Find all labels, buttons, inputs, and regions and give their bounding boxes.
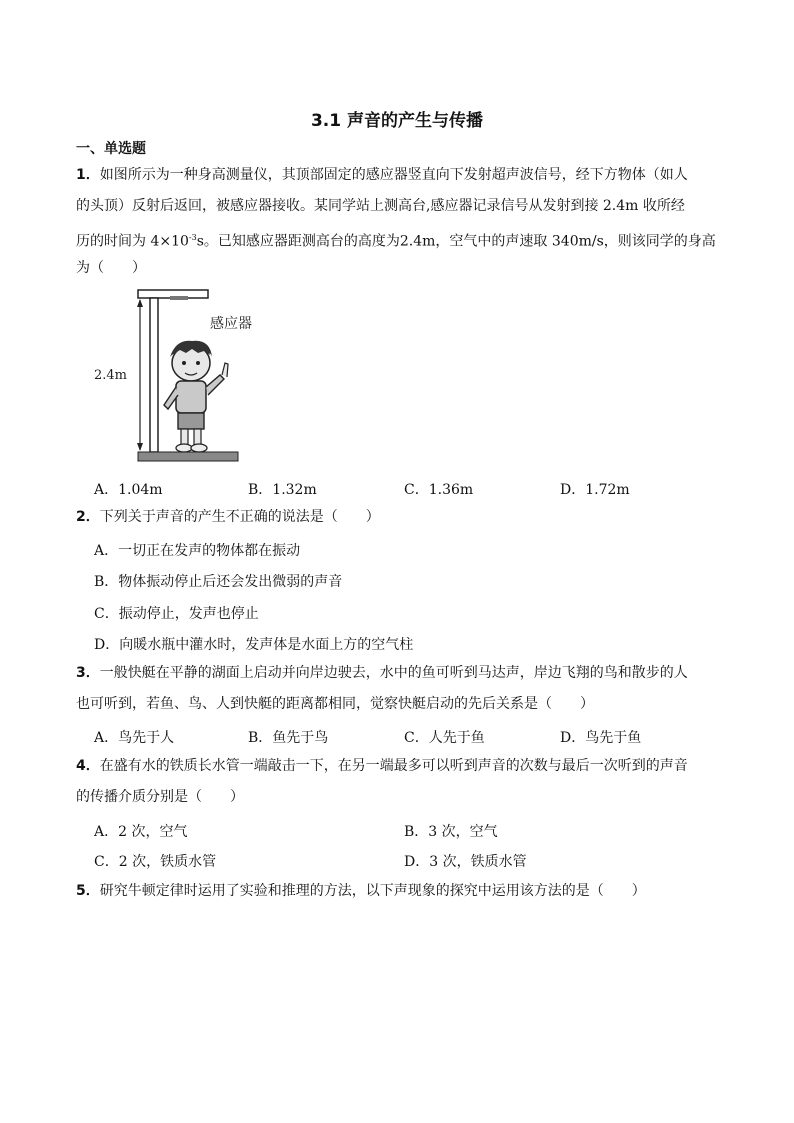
q1-line1 xyxy=(76,160,724,191)
q4-line1 xyxy=(76,751,724,782)
section-heading: 一、单选题 xyxy=(76,141,146,157)
page-title: 3.1 声音的产生与传播 xyxy=(310,111,484,131)
q3-option-c[interactable]: C．人先于鱼 xyxy=(404,730,485,746)
q2-text: 下列关于声音的产生不正确的说法是（ ） xyxy=(99,509,380,525)
q1-text1: 如图所示为一种身高测量仪，其顶部固定的感应器竖直向下发射超声波信号，经下方物体（如人 xyxy=(99,167,688,183)
q3-number: 3． xyxy=(76,665,100,681)
height-label: 2.4m xyxy=(94,368,128,383)
q2-option-d[interactable]: D．向暖水瓶中灌水时，发声体是水面上方的空气柱 xyxy=(94,637,414,653)
q1-exponent: -3 xyxy=(188,233,197,242)
q4-option-a[interactable]: A．2 次，空气 xyxy=(94,824,188,840)
q4-line2: 的传播介质分别是（ ） xyxy=(76,789,244,805)
q1-line2: 的头顶）反射后返回，被感应器接收。某同学站上测高台,感应器记录信号从发射到接 2.4m 收所经 xyxy=(76,198,685,214)
q4-text1: 在盛有水的铁质长水管一端敲击一下，在另一端最多可以听到声音的次数与最后一次听到的声音 xyxy=(99,758,688,774)
q1-option-d[interactable]: D．1.72m xyxy=(560,482,630,498)
sensor-label: 感应器 xyxy=(210,316,252,332)
q2-option-c[interactable]: C．振动停止，发声也停止 xyxy=(94,606,259,622)
boy-illustration xyxy=(164,341,228,452)
q3-line1 xyxy=(76,658,724,689)
q3-option-a[interactable]: A．鸟先于人 xyxy=(94,730,175,746)
q4-number: 4． xyxy=(76,758,100,774)
sensor-block xyxy=(170,296,188,300)
q2-stem xyxy=(76,502,724,533)
q3-option-b[interactable]: B．鱼先于鸟 xyxy=(248,730,329,746)
q5-text: 研究牛顿定律时运用了实验和推理的方法，以下声现象的探究中运用该方法的是（ ） xyxy=(99,883,646,899)
q2-number: 2． xyxy=(76,509,100,525)
q4-option-b[interactable]: B．3 次，空气 xyxy=(404,824,498,840)
q5-stem xyxy=(76,876,724,907)
q1-number: 1． xyxy=(76,167,100,183)
q1-option-b[interactable]: B．1.32m xyxy=(248,482,317,498)
q5-number: 5． xyxy=(76,883,100,899)
height-meter-figure xyxy=(92,287,252,463)
q4-option-d[interactable]: D．3 次，铁质水管 xyxy=(404,854,527,870)
q4-option-c[interactable]: C．2 次，铁质水管 xyxy=(94,854,217,870)
q2-option-b[interactable]: B．物体振动停止后还会发出微弱的声音 xyxy=(94,574,343,590)
q1-option-a[interactable]: A．1.04m xyxy=(94,482,163,498)
q1-text3b: s。已知感应器距测高台的高度为2.4m，空气中的声速取 340m/s，则该同学的身高 xyxy=(196,233,716,250)
q1-line4: 为（ ） xyxy=(76,260,146,276)
q3-option-d[interactable]: D．鸟先于鱼 xyxy=(560,730,642,746)
q1-option-c[interactable]: C．1.36m xyxy=(404,482,474,498)
q3-text1: 一般快艇在平静的湖面上启动并向岸边驶去，水中的鱼可听到马达声，岸边飞翔的鸟和散步的人 xyxy=(99,665,688,681)
q3-line2: 也可听到，若鱼、鸟、人到快艇的距离都相同，觉察快艇启动的先后关系是（ ） xyxy=(76,696,594,712)
q1-text3a: 历的时间为 4×10 xyxy=(76,233,189,250)
q2-option-a[interactable]: A．一切正在发声的物体都在振动 xyxy=(94,543,301,559)
